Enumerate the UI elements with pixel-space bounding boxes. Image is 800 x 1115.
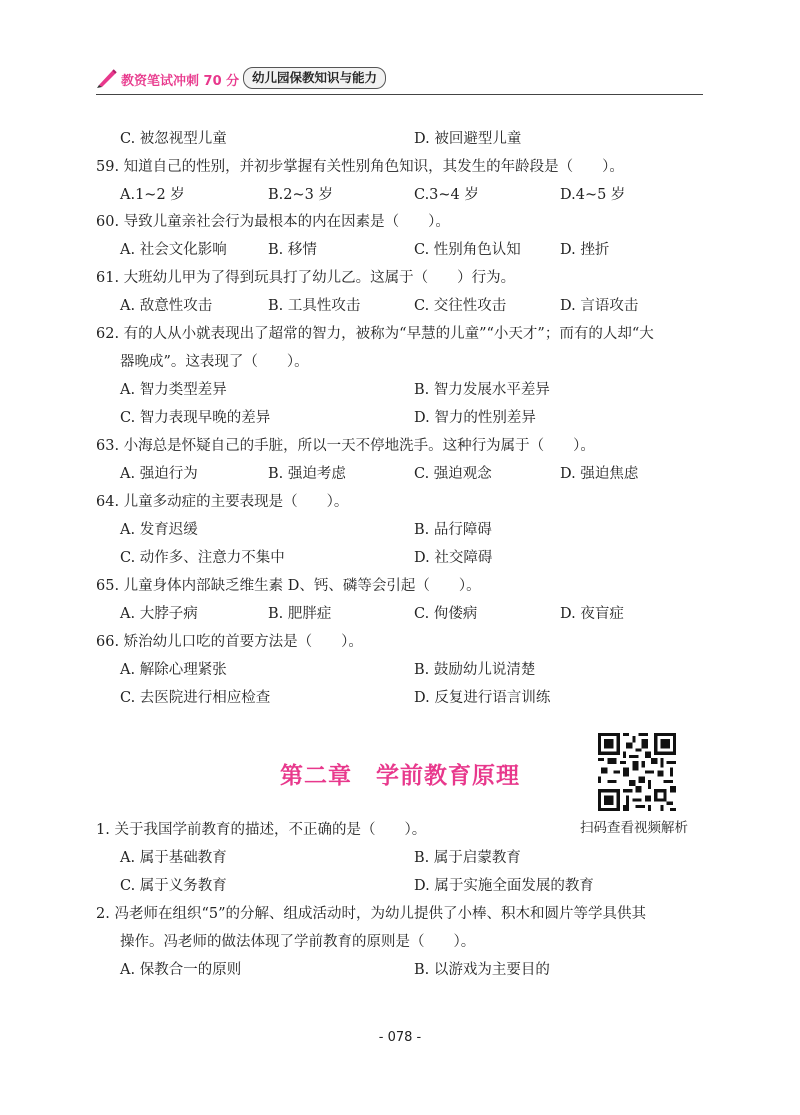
option-60a: A. 社会文化影响 xyxy=(120,242,227,258)
option-62d: D. 智力的性别差异 xyxy=(414,410,536,426)
option-59b: B.2~3 岁 xyxy=(268,187,333,203)
option-58d: D. 被回避型儿童 xyxy=(414,131,522,147)
option-61d: D. 言语攻击 xyxy=(560,298,639,314)
option-62a: A. 智力类型差异 xyxy=(120,382,227,398)
question-61-stem: 61. 大班幼儿甲为了得到玩具打了幼儿乙。这属于（ ）行为。 xyxy=(96,270,516,286)
option-66d: D. 反复进行语言训练 xyxy=(414,690,551,706)
question-62-stem: 62. 有的人从小就表现出了超常的智力，被称为“早慧的儿童”“小天才”；而有的人却“大 xyxy=(96,326,654,342)
book-title: 幼儿园保教知识与能力 xyxy=(243,67,386,89)
option-62c: C. 智力表现早晚的差异 xyxy=(120,410,271,426)
option-64a: A. 发育迟缓 xyxy=(120,522,198,538)
chapter-option-1a: A. 属于基础教育 xyxy=(120,850,227,866)
question-62-stem-cont: 器晚成”。这表现了（ ）。 xyxy=(120,354,309,370)
question-60-stem: 60. 导致儿童亲社会行为最根本的内在因素是（ ）。 xyxy=(96,214,450,230)
question-65-stem: 65. 儿童身体内部缺乏维生素 D、钙、磷等会引起（ ）。 xyxy=(96,578,481,594)
series-title: 教资笔试冲刺 70 分 xyxy=(121,74,240,89)
pencil-icon xyxy=(96,68,118,88)
page-header xyxy=(96,66,703,95)
qr-code[interactable] xyxy=(598,733,676,811)
option-60b: B. 移情 xyxy=(268,242,317,258)
option-59c: C.3~4 岁 xyxy=(414,187,479,203)
option-60c: C. 性别角色认知 xyxy=(414,242,521,258)
chapter-option-1b: B. 属于启蒙教育 xyxy=(414,850,521,866)
option-62b: B. 智力发展水平差异 xyxy=(414,382,550,398)
option-63a: A. 强迫行为 xyxy=(120,466,198,482)
option-65c: C. 佝偻病 xyxy=(414,606,478,622)
question-63-stem: 63. 小海总是怀疑自己的手脏，所以一天不停地洗手。这种行为属于（ ）。 xyxy=(96,438,595,454)
option-65b: B. 肥胖症 xyxy=(268,606,332,622)
option-59d: D.4~5 岁 xyxy=(560,187,626,203)
chapter-option-1c: C. 属于义务教育 xyxy=(120,878,227,894)
chapter-question-2-stem-cont: 操作。冯老师的做法体现了学前教育的原则是（ ）。 xyxy=(120,934,476,950)
chapter-option-2b: B. 以游戏为主要目的 xyxy=(414,962,550,978)
question-66-stem: 66. 矫治幼儿口吃的首要方法是（ ）。 xyxy=(96,634,363,650)
option-58c: C. 被忽视型儿童 xyxy=(120,131,227,147)
option-66b: B. 鼓励幼儿说清楚 xyxy=(414,662,536,678)
option-65a: A. 大脖子病 xyxy=(120,606,198,622)
option-66a: A. 解除心理紧张 xyxy=(120,662,227,678)
chapter-title: 第二章 学前教育原理 xyxy=(280,762,520,789)
option-61c: C. 交往性攻击 xyxy=(414,298,507,314)
option-59a: A.1~2 岁 xyxy=(120,187,185,203)
question-59-stem: 59. 知道自己的性别，并初步掌握有关性别角色知识，其发生的年龄段是（ ）。 xyxy=(96,159,624,175)
option-64c: C. 动作多、注意力不集中 xyxy=(120,550,285,566)
option-66c: C. 去医院进行相应检查 xyxy=(120,690,271,706)
option-64d: D. 社交障碍 xyxy=(414,550,493,566)
option-65d: D. 夜盲症 xyxy=(560,606,624,622)
option-61b: B. 工具性攻击 xyxy=(268,298,361,314)
chapter-question-2-stem: 2. 冯老师在组织“5”的分解、组成活动时，为幼儿提供了小棒、积木和圆片等学具供其 xyxy=(96,906,646,922)
option-64b: B. 品行障碍 xyxy=(414,522,492,538)
chapter-option-2a: A. 保教合一的原则 xyxy=(120,962,242,978)
chapter-question-1-stem: 1. 关于我国学前教育的描述，不正确的是（ ）。 xyxy=(96,822,427,838)
option-63d: D. 强迫焦虑 xyxy=(560,466,639,482)
option-63c: C. 强迫观念 xyxy=(414,466,492,482)
option-60d: D. 挫折 xyxy=(560,242,610,258)
qr-caption: 扫码查看视频解析 xyxy=(580,820,688,836)
option-61a: A. 敌意性攻击 xyxy=(120,298,213,314)
page-number: - 078 - xyxy=(378,1030,422,1045)
chapter-option-1d: D. 属于实施全面发展的教育 xyxy=(414,878,594,894)
option-63b: B. 强迫考虑 xyxy=(268,466,346,482)
question-64-stem: 64. 儿童多动症的主要表现是（ ）。 xyxy=(96,494,349,510)
